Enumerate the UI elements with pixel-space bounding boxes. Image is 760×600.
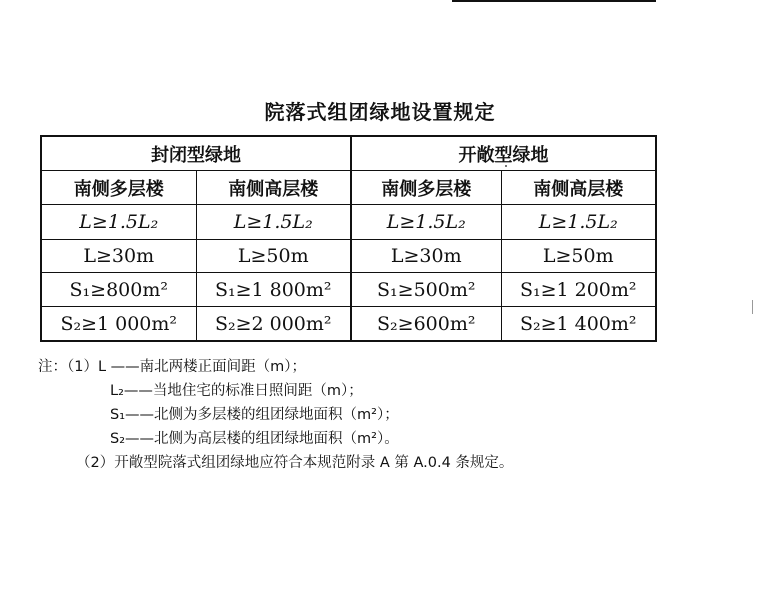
group-header-closed: 封闭型绿地 [41, 136, 351, 171]
table-cell: L≥50m [196, 240, 351, 273]
group-header-open: 开敞型绿地 [351, 136, 656, 171]
table-cell: S₂≥1 000m² [41, 307, 196, 342]
table-row [41, 205, 656, 240]
table-cell: S₁≥500m² [351, 273, 501, 307]
table-row [41, 240, 656, 273]
sub-header-cell: 南侧多层楼 [351, 171, 501, 205]
note-line: S₂——北侧为高层楼的组团绿地面积（m²）。 [110, 431, 399, 447]
table-cell: S₁≥1 200m² [501, 273, 656, 307]
sub-header-cell: 南侧高层楼 [196, 171, 351, 205]
table-cell: L≥50m [501, 240, 656, 273]
top-rule [452, 0, 656, 2]
table-cell: S₁≥800m² [41, 273, 196, 307]
sub-header-cell: 南侧高层楼 [501, 171, 656, 205]
table-row [41, 307, 656, 342]
table-cell: L≥1.5L₂ [196, 205, 351, 240]
table-cell: S₂≥1 400m² [501, 307, 656, 342]
group-header-row [41, 136, 656, 171]
note-line: （2）开敞型院落式组团绿地应符合本规范附录 A 第 A.0.4 条规定。 [76, 455, 514, 471]
table-cell: S₂≥2 000m² [196, 307, 351, 342]
scan-edge-mark [752, 300, 753, 314]
notes-block [38, 355, 678, 475]
table-cell: L≥1.5L₂ [351, 205, 501, 240]
table-cell: S₂≥600m² [351, 307, 501, 342]
table-cell: S₁≥1 800m² [196, 273, 351, 307]
note-line: S₁——北侧为多层楼的组团绿地面积（m²）； [110, 407, 399, 423]
table-cell: L≥1.5L₂ [41, 205, 196, 240]
table-row [41, 273, 656, 307]
sub-header-cell: 南侧多层楼 [41, 171, 196, 205]
greenspace-spec-table [40, 135, 657, 342]
table-title: 院落式组团绿地设置规定 [264, 100, 496, 124]
note-line: L₂——当地住宅的标准日照间距（m）； [110, 383, 363, 399]
table-cell: L≥30m [351, 240, 501, 273]
note-line: 注：（1）L ——南北两楼正面间距（m）； [38, 359, 307, 375]
table-cell: L≥30m [41, 240, 196, 273]
table-cell: L≥1.5L₂ [501, 205, 656, 240]
sub-header-row [41, 171, 656, 205]
